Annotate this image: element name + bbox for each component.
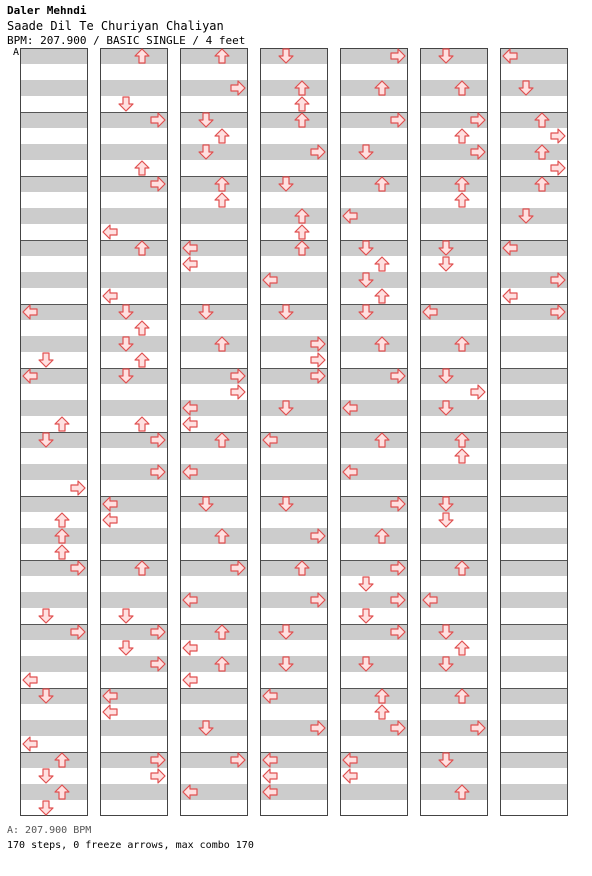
- left-arrow-icon: [103, 225, 117, 239]
- beat-stripe: [500, 784, 568, 800]
- chart-column: [340, 48, 408, 816]
- beat-stripe: [100, 272, 168, 288]
- beat-stripe: [180, 624, 248, 640]
- beat-stripe: [500, 624, 568, 640]
- up-arrow-icon: [375, 705, 389, 719]
- beat-stripe: [20, 688, 88, 704]
- beat-stripe: [180, 208, 248, 224]
- beat-stripe: [500, 752, 568, 768]
- beat-stripe: [20, 208, 88, 224]
- beat-stripe: [20, 80, 88, 96]
- beat-stripe: [20, 400, 88, 416]
- beat-stripe: [500, 144, 568, 160]
- down-arrow-icon: [39, 609, 53, 623]
- beat-stripe: [260, 48, 328, 64]
- beat-stripe: [260, 80, 328, 96]
- left-arrow-icon: [103, 289, 117, 303]
- song-title: Saade Dil Te Churiyan Chaliyan: [7, 19, 224, 33]
- up-arrow-icon: [455, 193, 469, 207]
- right-arrow-icon: [551, 129, 565, 143]
- beat-stripe: [100, 208, 168, 224]
- beat-stripe: [20, 752, 88, 768]
- beat-stripe: [20, 720, 88, 736]
- up-arrow-icon: [135, 321, 149, 335]
- left-arrow-icon: [103, 705, 117, 719]
- beat-stripe: [100, 240, 168, 256]
- beat-stripe: [420, 336, 488, 352]
- beat-stripe: [340, 528, 408, 544]
- beat-stripe: [260, 240, 328, 256]
- beat-stripe: [340, 784, 408, 800]
- beat-stripe: [20, 432, 88, 448]
- beat-stripe: [180, 688, 248, 704]
- up-arrow-icon: [55, 513, 69, 527]
- up-arrow-icon: [135, 417, 149, 431]
- chart-column: [180, 48, 248, 816]
- up-arrow-icon: [375, 257, 389, 271]
- beat-stripe: [500, 112, 568, 128]
- up-arrow-icon: [215, 193, 229, 207]
- beat-stripe: [20, 272, 88, 288]
- beat-stripe: [20, 144, 88, 160]
- beat-stripe: [420, 176, 488, 192]
- beat-stripe: [420, 432, 488, 448]
- beat-stripe: [500, 592, 568, 608]
- beat-stripe: [340, 80, 408, 96]
- beat-stripe: [260, 464, 328, 480]
- beat-stripe: [100, 784, 168, 800]
- beat-stripe: [100, 336, 168, 352]
- beat-stripe: [180, 656, 248, 672]
- beat-stripe: [500, 688, 568, 704]
- beat-stripe: [20, 496, 88, 512]
- beat-stripe: [420, 688, 488, 704]
- beat-stripe: [100, 560, 168, 576]
- beat-stripe: [20, 656, 88, 672]
- beat-stripe: [420, 48, 488, 64]
- up-arrow-icon: [295, 225, 309, 239]
- beat-stripe: [100, 720, 168, 736]
- beat-stripe: [420, 528, 488, 544]
- beat-stripe: [420, 752, 488, 768]
- beat-stripe: [100, 48, 168, 64]
- down-arrow-icon: [359, 609, 373, 623]
- left-arrow-icon: [103, 513, 117, 527]
- beat-stripe: [420, 624, 488, 640]
- beat-stripe: [180, 336, 248, 352]
- down-arrow-icon: [39, 801, 53, 815]
- up-arrow-icon: [135, 161, 149, 175]
- down-arrow-icon: [119, 609, 133, 623]
- down-arrow-icon: [39, 353, 53, 367]
- beat-stripe: [500, 432, 568, 448]
- beat-stripe: [180, 272, 248, 288]
- artist-name: Daler Mehndi: [7, 4, 87, 17]
- beat-stripe: [420, 208, 488, 224]
- chart-column: [420, 48, 488, 816]
- left-arrow-icon: [183, 641, 197, 655]
- up-arrow-icon: [455, 129, 469, 143]
- beat-stripe: [420, 400, 488, 416]
- beat-stripe: [20, 784, 88, 800]
- left-arrow-icon: [183, 673, 197, 687]
- up-arrow-icon: [55, 545, 69, 559]
- left-arrow-icon: [183, 417, 197, 431]
- beat-stripe: [420, 368, 488, 384]
- beat-stripe: [420, 272, 488, 288]
- beat-stripe: [180, 720, 248, 736]
- left-arrow-icon: [23, 673, 37, 687]
- beat-stripe: [20, 48, 88, 64]
- beat-stripe: [500, 528, 568, 544]
- beat-stripe: [180, 528, 248, 544]
- beat-stripe: [20, 112, 88, 128]
- left-arrow-icon: [263, 769, 277, 783]
- up-arrow-icon: [135, 353, 149, 367]
- beat-stripe: [260, 496, 328, 512]
- beat-stripe: [100, 528, 168, 544]
- chart-column: [20, 48, 88, 816]
- beat-stripe: [500, 656, 568, 672]
- beat-stripe: [180, 176, 248, 192]
- right-arrow-icon: [311, 353, 325, 367]
- down-arrow-icon: [119, 641, 133, 655]
- beat-stripe: [20, 464, 88, 480]
- beat-stripe: [500, 560, 568, 576]
- down-arrow-icon: [39, 769, 53, 783]
- beat-stripe: [340, 336, 408, 352]
- beat-stripe: [340, 240, 408, 256]
- beat-stripe: [20, 592, 88, 608]
- beat-stripe: [500, 496, 568, 512]
- up-arrow-icon: [375, 289, 389, 303]
- beat-stripe: [420, 656, 488, 672]
- beat-stripe: [260, 624, 328, 640]
- right-arrow-icon: [151, 769, 165, 783]
- beat-stripe: [180, 48, 248, 64]
- right-arrow-icon: [471, 385, 485, 399]
- beat-stripe: [100, 592, 168, 608]
- song-meta: BPM: 207.900 / BASIC SINGLE / 4 feet: [7, 34, 246, 47]
- beat-stripe: [180, 304, 248, 320]
- up-arrow-icon: [455, 641, 469, 655]
- beat-stripe: [500, 400, 568, 416]
- beat-stripe: [260, 176, 328, 192]
- beat-stripe: [420, 464, 488, 480]
- beat-stripe: [260, 560, 328, 576]
- beat-stripe: [340, 688, 408, 704]
- bpm-marker-label: A: [13, 47, 20, 58]
- beat-stripe: [180, 112, 248, 128]
- beat-stripe: [340, 656, 408, 672]
- beat-stripe: [420, 560, 488, 576]
- beat-stripe: [420, 80, 488, 96]
- beat-stripe: [20, 240, 88, 256]
- down-arrow-icon: [119, 97, 133, 111]
- beat-stripe: [20, 336, 88, 352]
- beat-stripe: [260, 208, 328, 224]
- footer-bpm: A: 207.900 BPM: [7, 825, 92, 836]
- left-arrow-icon: [183, 257, 197, 271]
- beat-stripe: [20, 528, 88, 544]
- beat-stripe: [100, 144, 168, 160]
- footer-stats: 170 steps, 0 freeze arrows, max combo 170: [7, 840, 254, 851]
- beat-stripe: [500, 336, 568, 352]
- up-arrow-icon: [55, 417, 69, 431]
- beat-stripe: [420, 240, 488, 256]
- beat-stripe: [180, 432, 248, 448]
- beat-stripe: [20, 176, 88, 192]
- beat-stripe: [100, 368, 168, 384]
- beat-stripe: [260, 656, 328, 672]
- beat-stripe: [260, 112, 328, 128]
- right-arrow-icon: [551, 161, 565, 175]
- beat-stripe: [500, 720, 568, 736]
- right-arrow-icon: [71, 481, 85, 495]
- beat-stripe: [260, 304, 328, 320]
- beat-stripe: [500, 176, 568, 192]
- beat-stripe: [100, 80, 168, 96]
- beat-stripe: [340, 144, 408, 160]
- down-arrow-icon: [439, 257, 453, 271]
- beat-stripe: [260, 400, 328, 416]
- beat-stripe: [340, 304, 408, 320]
- beat-stripe: [180, 144, 248, 160]
- up-arrow-icon: [295, 97, 309, 111]
- beat-stripe: [420, 496, 488, 512]
- beat-stripe: [500, 464, 568, 480]
- beat-stripe: [180, 496, 248, 512]
- right-arrow-icon: [231, 385, 245, 399]
- beat-stripe: [340, 272, 408, 288]
- left-arrow-icon: [23, 737, 37, 751]
- beat-stripe: [500, 208, 568, 224]
- beat-stripe: [420, 784, 488, 800]
- beat-stripe: [500, 80, 568, 96]
- left-arrow-icon: [343, 769, 357, 783]
- down-arrow-icon: [359, 577, 373, 591]
- left-arrow-icon: [503, 289, 517, 303]
- up-arrow-icon: [455, 449, 469, 463]
- up-arrow-icon: [215, 129, 229, 143]
- beat-stripe: [340, 432, 408, 448]
- down-arrow-icon: [439, 513, 453, 527]
- beat-stripe: [100, 304, 168, 320]
- beat-stripe: [500, 368, 568, 384]
- beat-stripe: [100, 400, 168, 416]
- beat-stripe: [340, 176, 408, 192]
